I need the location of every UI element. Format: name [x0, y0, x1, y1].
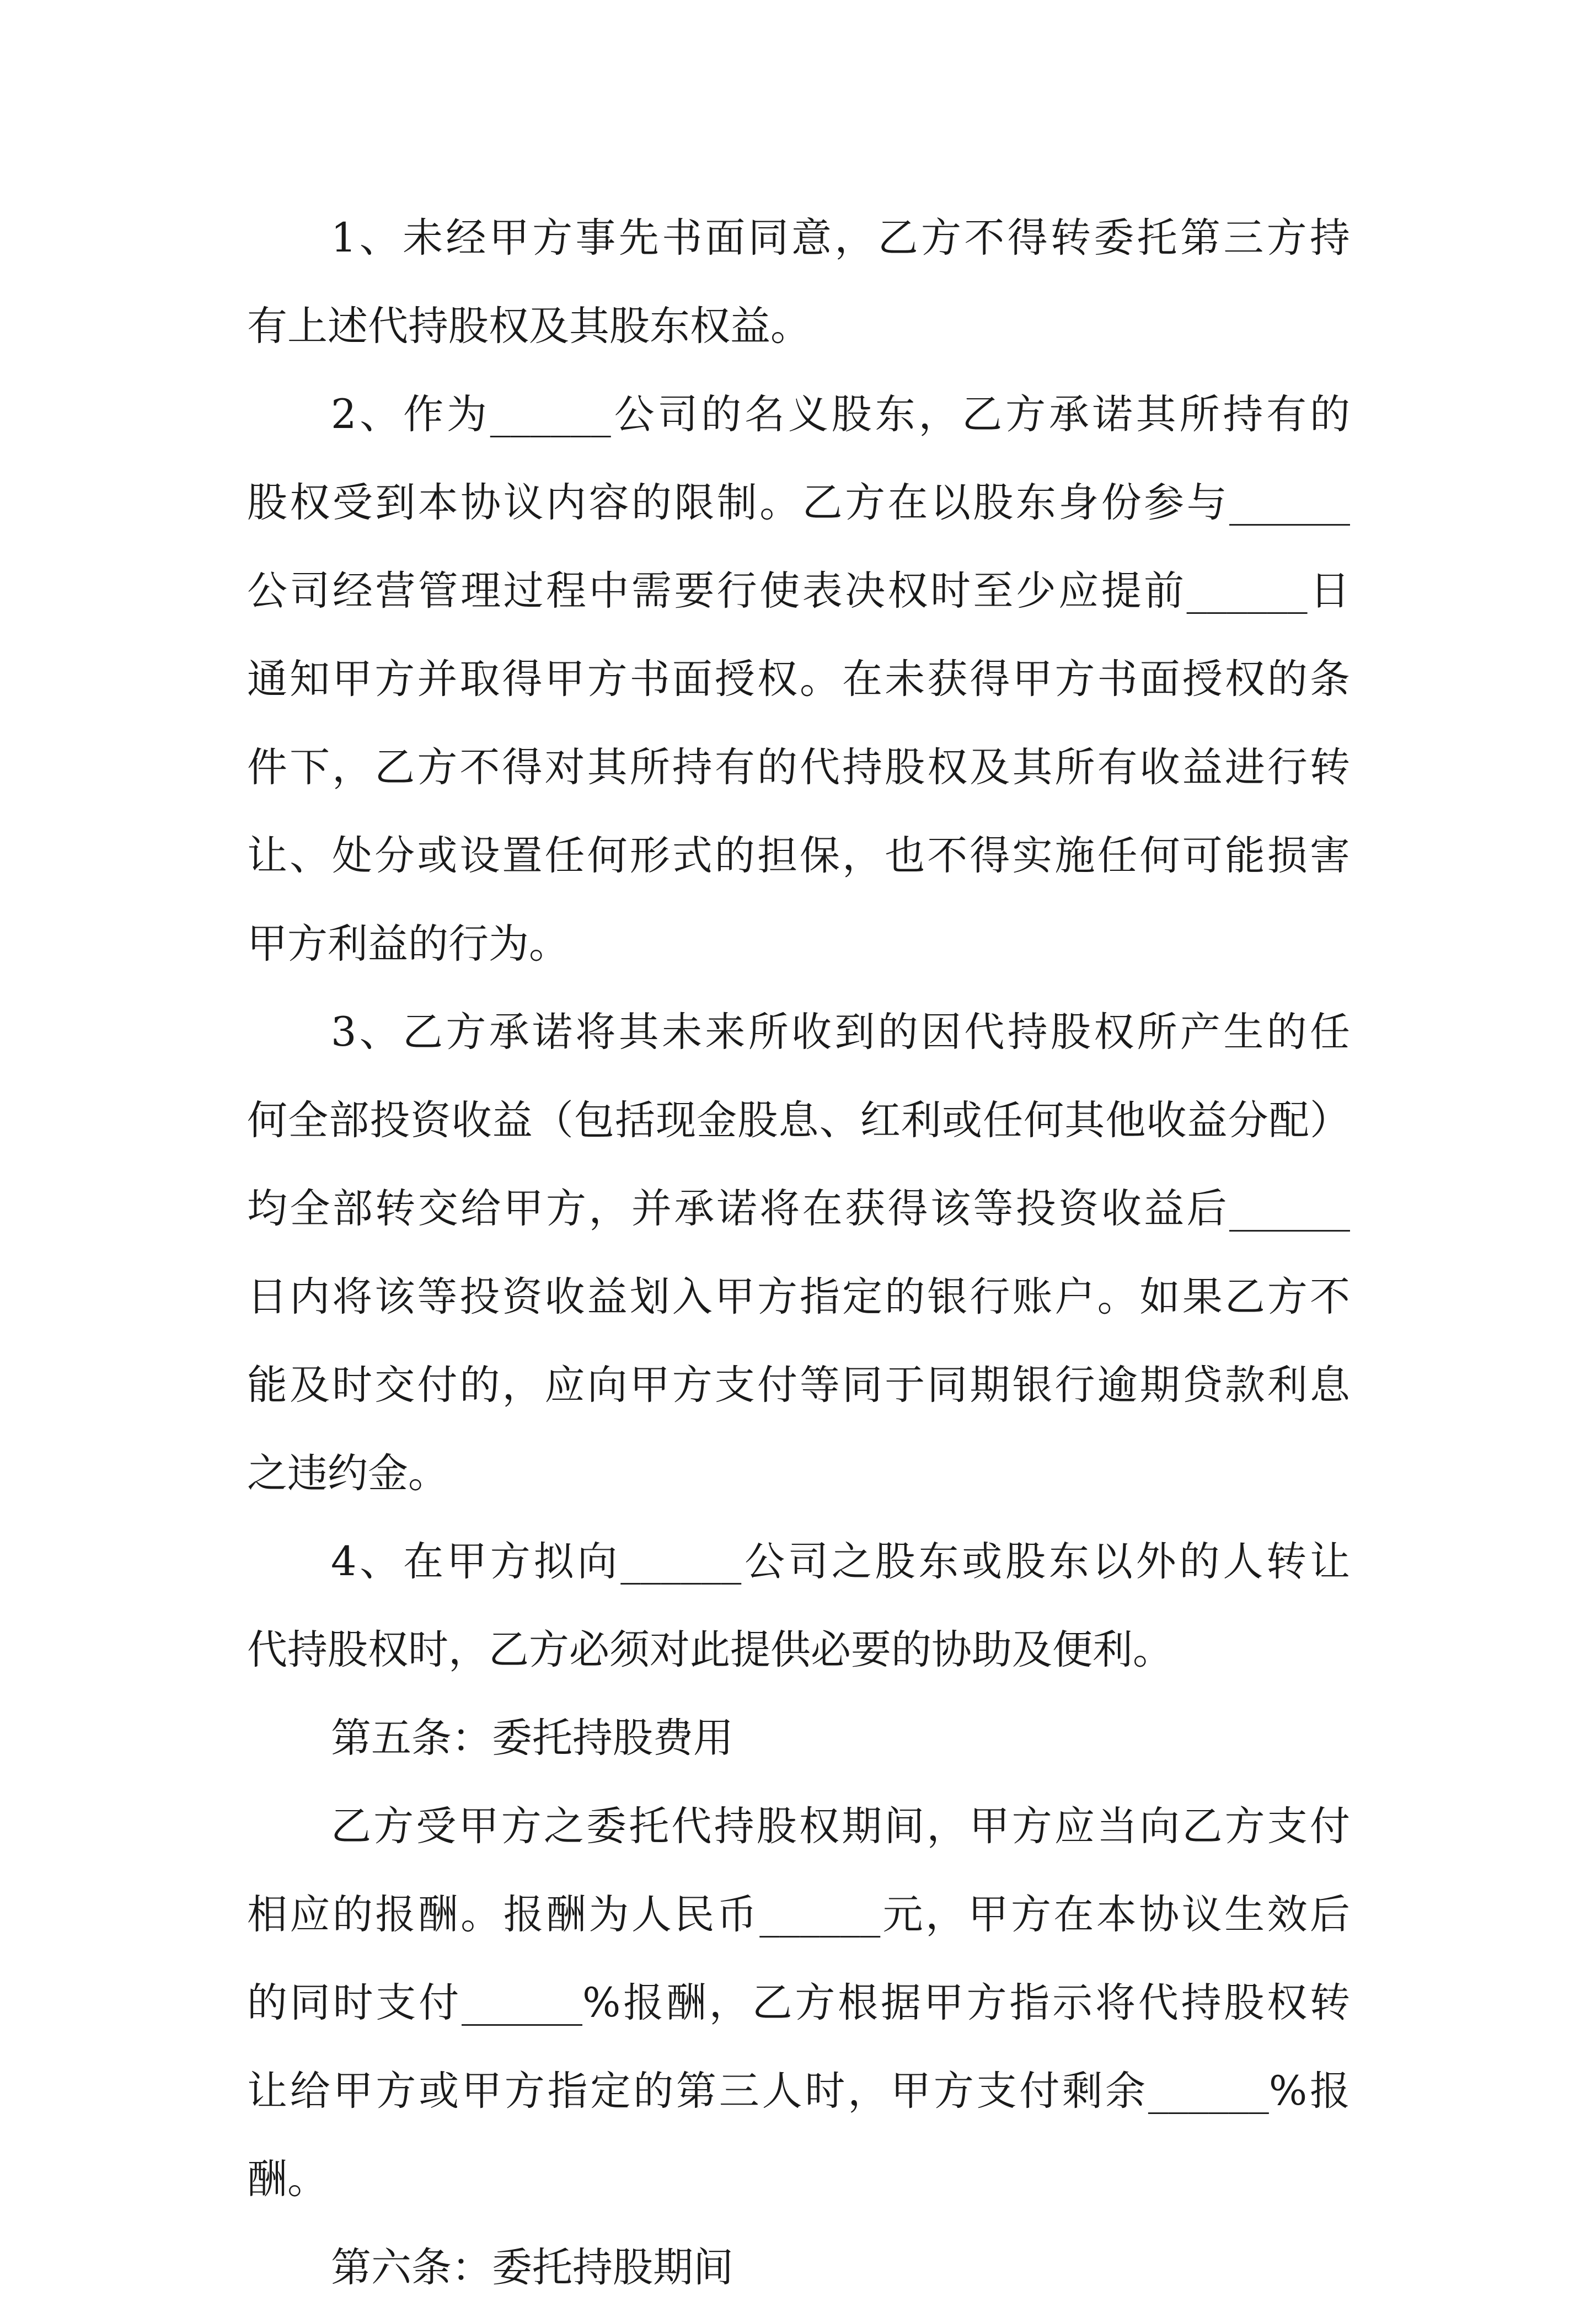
clause-3-line-2: 何全部投资收益（包括现金股息、红利或任何其他收益分配）	[247, 1097, 1350, 1144]
clause-3-line-1: 3、乙方承诺将其未来所收到的因代持股权所产生的任	[331, 1009, 1350, 1056]
article-5-line-5: 酬。	[247, 2156, 328, 2203]
clause-2-line-1: 2、作为______公司的名义股东，乙方承诺其所持有的	[331, 391, 1350, 438]
clause-2-line-5: 件下，乙方不得对其所持有的代持股权及其所有收益进行转	[247, 744, 1350, 791]
clause-2-line-2: 股权受到本协议内容的限制。乙方在以股东身份参与______	[247, 479, 1350, 526]
clause-2-line-6: 让、处分或设置任何形式的担保，也不得实施任何可能损害	[247, 832, 1350, 879]
clause-4-line-1: 4、在甲方拟向______公司之股东或股东以外的人转让	[331, 1538, 1350, 1585]
article-5-line-1: 乙方受甲方之委托代持股权期间，甲方应当向乙方支付	[331, 1803, 1350, 1850]
clause-3-line-4: 日内将该等投资收益划入甲方指定的银行账户。如果乙方不	[247, 1273, 1350, 1320]
clause-2-line-3: 公司经营管理过程中需要行使表决权时至少应提前______日	[247, 568, 1350, 614]
clause-1-line-2: 有上述代持股权及其股东权益。	[247, 303, 811, 350]
clause-4-line-2: 代持股权时，乙方必须对此提供必要的协助及便利。	[247, 1626, 1173, 1673]
article-5-heading: 第五条：委托持股费用	[331, 1715, 733, 1762]
article-5-line-3: 的同时支付______%报酬，乙方根据甲方指示将代持股权转	[247, 1979, 1350, 2026]
clause-3-line-6: 之违约金。	[247, 1450, 448, 1497]
article-5-line-4: 让给甲方或甲方指定的第三人时，甲方支付剩余______%报	[247, 2068, 1350, 2115]
clause-1-line-1: 1、未经甲方事先书面同意，乙方不得转委托第三方持	[331, 215, 1350, 261]
article-5-line-2: 相应的报酬。报酬为人民币______元，甲方在本协议生效后	[247, 1891, 1350, 1938]
clause-3-line-3: 均全部转交给甲方，并承诺将在获得该等投资收益后______	[247, 1185, 1350, 1232]
article-6-heading: 第六条：委托持股期间	[331, 2244, 733, 2291]
clause-2-line-7: 甲方利益的行为。	[247, 920, 569, 967]
clause-2-line-4: 通知甲方并取得甲方书面授权。在未获得甲方书面授权的条	[247, 656, 1350, 703]
document-body	[247, 194, 1350, 2312]
clause-3-line-5: 能及时交付的，应向甲方支付等同于同期银行逾期贷款利息	[247, 1362, 1350, 1409]
